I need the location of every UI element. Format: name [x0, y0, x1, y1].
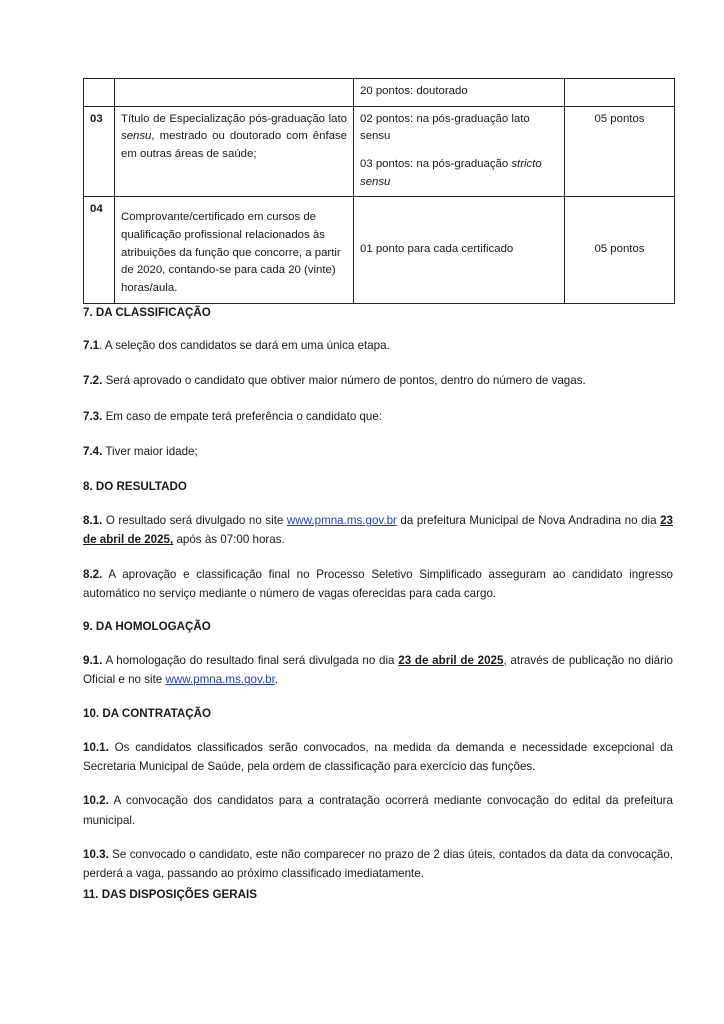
- section-heading: 9. DA HOMOLOGAÇÃO: [83, 619, 211, 633]
- paragraph: [83, 791, 673, 829]
- clause-text: Os candidatos classificados serão convocados, na medida da demanda e necessidade excepcional da Secretaria Municipal de Saúde, pela ordem de classificação para exercício das funções.: [83, 741, 673, 774]
- clause-text: A aprovação e classificação final no Processo Seletivo Simplificado asseguram ao candidato ingresso automático no serviço mediante o número de vagas oferecidas para cada cargo.: [83, 567, 673, 600]
- desc-text: , mestrado ou doutorado com ênfase em outras áreas de saúde;: [121, 130, 347, 161]
- paragraph: [83, 651, 673, 689]
- item-number-cell: 04: [84, 197, 115, 303]
- clause-number: 10.1.: [83, 741, 109, 755]
- website-link[interactable]: www.pmna.ms.gov.br: [286, 514, 397, 528]
- homologation-date: 23 de abril de 2025: [398, 654, 504, 668]
- section-heading: 7. DA CLASSIFICAÇÃO: [83, 305, 211, 319]
- scoring-table: [83, 78, 675, 304]
- table-row: [84, 79, 675, 107]
- clause-text: Se convocado o candidato, este não comparecer no prazo de 2 dias úteis, contados da data da convocação, perderá a vaga, passando ao próximo classificado imediatamente.: [83, 847, 673, 880]
- points-cell: 01 ponto para cada certificado: [354, 197, 565, 303]
- clause-text: O resultado será divulgado no site: [102, 514, 287, 528]
- section-title-text: . DAS DISPOSIÇÕES GERAIS: [95, 887, 257, 901]
- item-number-cell: [84, 79, 115, 107]
- clause-text: A homologação do resultado final será divulgada no dia: [102, 654, 399, 668]
- clause-number: 7.2.: [83, 374, 103, 388]
- clause-text: .: [274, 673, 279, 687]
- document-content: [83, 78, 673, 904]
- clause-text: Será aprovado o candidato que obtiver maior número de pontos, dentro do número de vagas.: [102, 374, 586, 388]
- section-heading: 8. DO RESULTADO: [83, 479, 187, 493]
- item-number-cell: 03: [84, 106, 115, 197]
- points-fragment: 03 pontos: na pós-graduação: [360, 158, 512, 171]
- clause-number: 7.3.: [83, 409, 103, 423]
- clause-number: 9.1.: [83, 654, 103, 668]
- max-points-cell: [565, 79, 675, 107]
- section-heading: 10. DA CONTRATAÇÃO: [83, 706, 211, 720]
- clause-number: 7.4.: [83, 444, 103, 458]
- website-link[interactable]: www.pmna.ms.gov.br: [165, 673, 275, 687]
- item-description-cell: Comprovante/certificado em cursos de qualificação profissional relacionados às atribuições da função que concorre, a partir de 2020, contando-se para cada 20 (vinte) horas/aula.: [115, 197, 354, 303]
- result-date: 23 de abril de 2025,: [83, 514, 673, 547]
- points-italic: stricto sensu: [360, 158, 542, 188]
- clause-text: A convocação dos candidatos para a contratação ocorrerá mediante convocação do edital da prefeitura municipal.: [83, 794, 673, 827]
- paragraph: [83, 565, 673, 603]
- paragraph: [83, 371, 673, 390]
- clause-number: 8.2.: [83, 567, 103, 581]
- desc-text: Título de Especialização pós-graduação lato: [121, 112, 347, 125]
- clause-number: 10.3.: [83, 847, 109, 861]
- table-row: [84, 197, 675, 303]
- clause-number: 7.1: [83, 339, 100, 353]
- points-cell: [354, 106, 565, 197]
- section-number: 11: [83, 887, 96, 901]
- paragraph: [83, 738, 673, 776]
- clause-text: da prefeitura Municipal de Nova Andradina no dia: [396, 514, 661, 528]
- desc-italic: sensu: [121, 130, 152, 143]
- clause-text: Em caso de empate terá preferência o candidato que:: [102, 409, 383, 423]
- clause-text: após às 07:00 horas.: [173, 533, 285, 547]
- table-row: [84, 106, 675, 197]
- clause-text: . A seleção dos candidatos se dará em uma única etapa.: [99, 339, 390, 353]
- item-description-cell: [115, 106, 354, 197]
- paragraph: [83, 442, 673, 461]
- paragraph: [83, 845, 673, 883]
- clause-text: , através de publicação no diário Oficial e no site: [83, 654, 673, 687]
- paragraph: [83, 407, 673, 426]
- points-text: 20 pontos: doutorado: [360, 85, 468, 97]
- item-description-cell: [115, 79, 354, 107]
- points-text: 02 pontos: na pós-graduação lato sensu: [360, 112, 530, 143]
- paragraph: [83, 511, 673, 549]
- max-points-cell: 05 pontos: [565, 106, 675, 197]
- points-text: [360, 156, 558, 191]
- max-points-cell: 05 pontos: [565, 197, 675, 303]
- clause-number: 8.1.: [83, 514, 103, 528]
- clause-number: 10.2.: [83, 794, 109, 808]
- paragraph: [83, 336, 673, 355]
- points-cell: [354, 79, 565, 107]
- section-heading: [83, 886, 673, 905]
- clause-text: Tiver maior idade;: [102, 444, 198, 458]
